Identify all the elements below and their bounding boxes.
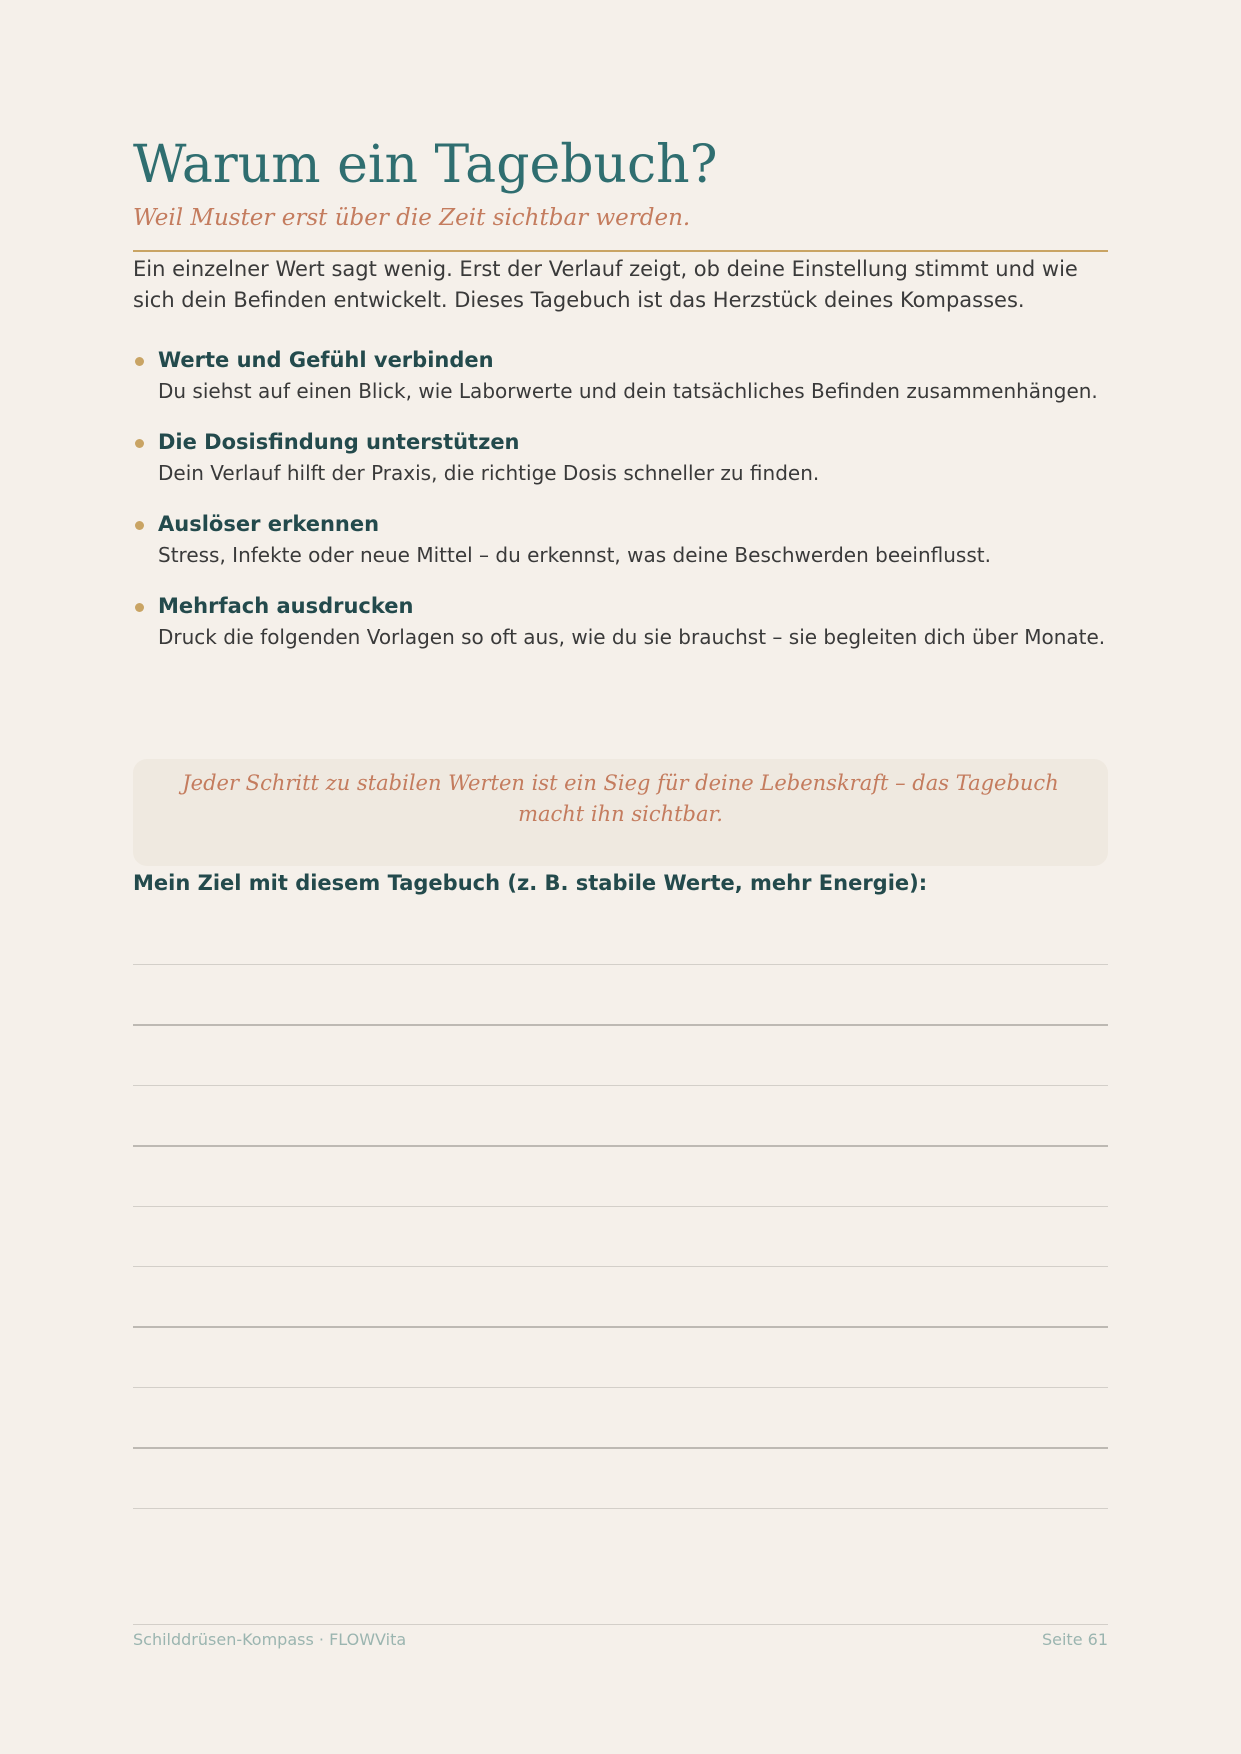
list-item <box>133 508 1108 570</box>
writing-line[interactable] <box>133 1326 1108 1328</box>
list-item-text: Druck die folgenden Vorlagen so oft aus, wie du sie brauchst – sie begleiten dich über Monate. <box>158 625 1106 649</box>
writing-line[interactable] <box>133 1024 1108 1026</box>
writing-line[interactable] <box>133 1206 1108 1207</box>
goal-label: Mein Ziel mit diesem Tagebuch (z. B. stabile Werte, mehr Energie): <box>133 871 928 895</box>
page-number: Seite 61 <box>1041 1630 1108 1649</box>
title-divider <box>133 250 1108 252</box>
list-item-title: Mehrfach ausdrucken <box>158 594 414 618</box>
intro-paragraph: Ein einzelner Wert sagt wenig. Erst der Verlauf zeigt, ob deine Einstellung stimmt und wie sich dein Befinden entwickelt. Dieses Tagebuch ist das Herzstück deines Kompasses. <box>133 257 1078 312</box>
writing-line[interactable] <box>133 1145 1108 1147</box>
benefit-list <box>133 344 1108 672</box>
writing-line[interactable] <box>133 1085 1108 1086</box>
writing-line[interactable] <box>133 964 1108 965</box>
page <box>133 0 1108 1754</box>
bullet-dot-icon <box>135 603 144 612</box>
writing-line[interactable] <box>133 1447 1108 1449</box>
list-item-title: Auslöser erkennen <box>158 512 380 536</box>
list-item-title: Werte und Gefühl verbinden <box>158 348 494 372</box>
footer-divider <box>133 1624 1108 1625</box>
list-item <box>133 590 1108 652</box>
list-item-text: Stress, Infekte oder neue Mittel – du erkennst, was deine Beschwerden beeinflusst. <box>158 543 991 567</box>
writing-line[interactable] <box>133 1266 1108 1267</box>
quote-box <box>133 759 1108 866</box>
list-item-text: Dein Verlauf hilft der Praxis, die richtige Dosis schneller zu finden. <box>158 461 820 485</box>
footer-title: Schilddrüsen-Kompass · FLOWVita <box>133 1630 407 1649</box>
list-item-text: Du siehst auf einen Blick, wie Laborwerte und dein tatsächliches Befinden zusammenhängen. <box>158 379 1098 403</box>
quote-text: Jeder Schritt zu stabilen Werten ist ein Sieg für deine Lebenskraft – das Tagebuch macht ihn sichtbar. <box>182 771 1059 826</box>
page-subtitle: Weil Muster erst über die Zeit sichtbar werden. <box>133 205 691 231</box>
list-item <box>133 344 1108 406</box>
writing-line[interactable] <box>133 1508 1108 1509</box>
list-item <box>133 426 1108 488</box>
bullet-dot-icon <box>135 521 144 530</box>
bullet-dot-icon <box>135 439 144 448</box>
list-item-title: Die Dosisfindung unterstützen <box>158 430 520 454</box>
writing-line[interactable] <box>133 1387 1108 1388</box>
bullet-dot-icon <box>135 357 144 366</box>
page-title: Warum ein Tagebuch? <box>133 135 718 195</box>
